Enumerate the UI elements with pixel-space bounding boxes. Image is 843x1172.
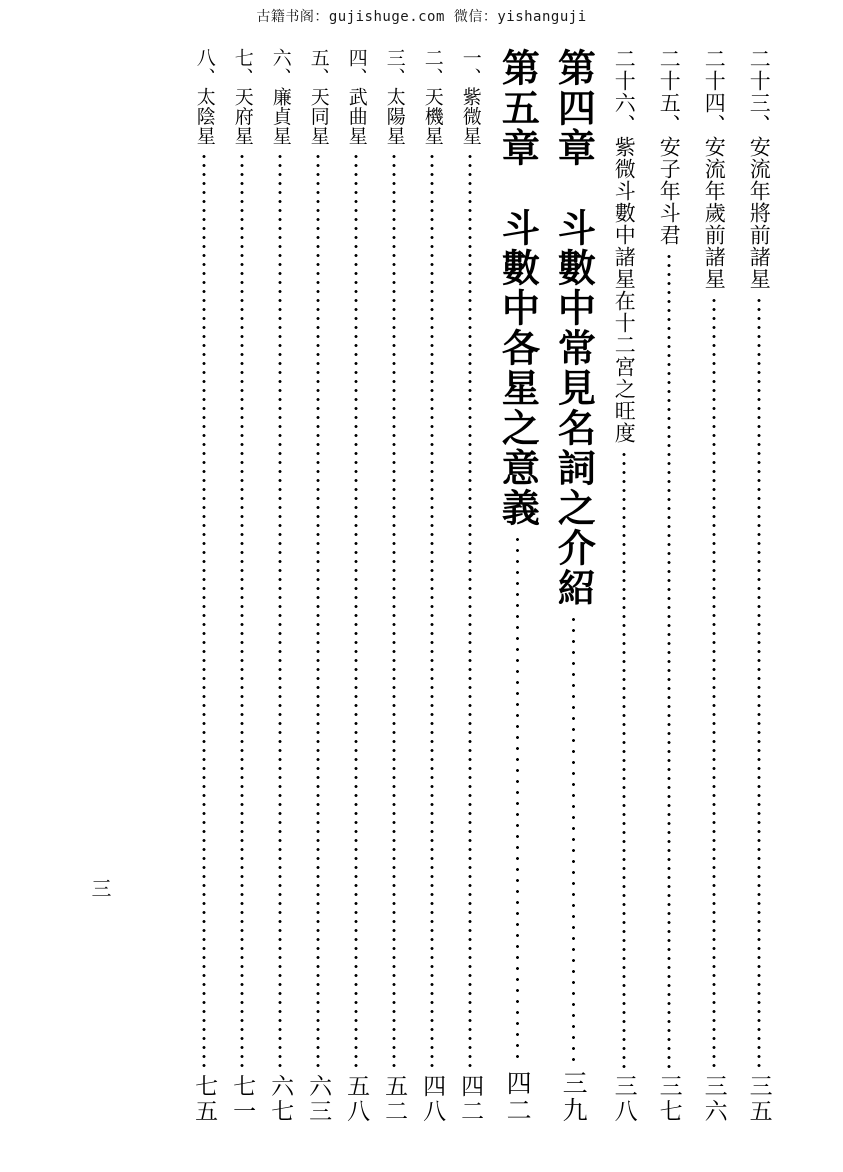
toc-entry[interactable] <box>545 48 601 1128</box>
toc-entry-label: 二十五、安子年斗君 <box>657 48 682 246</box>
toc-entry[interactable] <box>299 48 337 1128</box>
toc-entry[interactable] <box>489 48 545 1128</box>
toc-entry[interactable] <box>223 48 261 1128</box>
toc-entry[interactable] <box>451 48 489 1128</box>
toc-entry-label: 第四章 斗數中常見名詞之介紹 <box>551 48 597 608</box>
dot-leader <box>392 152 396 1069</box>
toc-entry-label: 六、廉貞星 <box>269 48 292 146</box>
toc-entry-page-number: 五二 <box>381 1074 408 1124</box>
dot-leader <box>468 152 472 1069</box>
dot-leader <box>515 534 520 1064</box>
dot-leader <box>622 450 626 1068</box>
toc-entry-label: 二十六、紫微斗數中諸星在十二宮之旺度 <box>612 48 637 444</box>
dot-leader <box>278 152 282 1069</box>
toc-entry-label: 第五章 斗數中各星之意義 <box>495 48 541 528</box>
toc-entry-label: 二、天機星 <box>421 48 444 146</box>
toc-entry-page-number: 三六 <box>700 1074 727 1124</box>
dot-leader <box>316 152 320 1069</box>
toc-entry-page-number: 三七 <box>655 1074 682 1124</box>
toc-entry[interactable] <box>185 48 223 1128</box>
dot-leader <box>571 614 576 1064</box>
toc-entry-page-number: 六三 <box>305 1074 332 1124</box>
site-watermark: 古籍书阁：gujishuge.com 微信：yishanguji <box>256 9 587 25</box>
toc-entry-label: 四、武曲星 <box>345 48 368 146</box>
toc-entry[interactable] <box>261 48 299 1128</box>
dot-leader <box>757 296 761 1068</box>
toc-entry-page-number: 四二 <box>503 1070 533 1124</box>
toc-entry[interactable] <box>736 48 781 1128</box>
toc-entry-page-number: 七一 <box>229 1074 256 1124</box>
toc-entry-page-number: 七五 <box>191 1074 218 1124</box>
toc-entry-label: 二十三、安流年將前諸星 <box>747 48 772 290</box>
toc-entry[interactable] <box>601 48 646 1128</box>
toc-entry[interactable] <box>337 48 375 1128</box>
toc-entry-label: 八、太陰星 <box>193 48 216 146</box>
toc-entry-page-number: 四八 <box>419 1074 446 1124</box>
toc-entry[interactable] <box>691 48 736 1128</box>
dot-leader <box>712 296 716 1068</box>
toc-entry-label: 三、太陽星 <box>383 48 406 146</box>
toc-entry[interactable] <box>413 48 451 1128</box>
toc-entry-label: 五、天同星 <box>307 48 330 146</box>
toc-entry-page-number: 六七 <box>267 1074 294 1124</box>
toc-entry[interactable] <box>646 48 691 1128</box>
toc-entry[interactable] <box>375 48 413 1128</box>
dot-leader <box>202 152 206 1069</box>
toc-entry-page-number: 五八 <box>343 1074 370 1124</box>
toc-entry-page-number: 三八 <box>610 1074 637 1124</box>
toc-entry-page-number: 三九 <box>559 1070 589 1124</box>
toc-entry-page-number: 四二 <box>457 1074 484 1124</box>
dot-leader <box>354 152 358 1069</box>
folio-number: 三 <box>88 878 112 899</box>
toc-entry-label: 一、紫微星 <box>459 48 482 146</box>
toc-entry-page-number: 三五 <box>745 1074 772 1124</box>
dot-leader <box>430 152 434 1069</box>
toc-entry-label: 二十四、安流年歲前諸星 <box>702 48 727 290</box>
dot-leader <box>667 252 671 1068</box>
toc-entry-label: 七、天府星 <box>231 48 254 146</box>
toc-list <box>185 48 781 1128</box>
toc-page <box>0 48 843 1148</box>
dot-leader <box>240 152 244 1069</box>
